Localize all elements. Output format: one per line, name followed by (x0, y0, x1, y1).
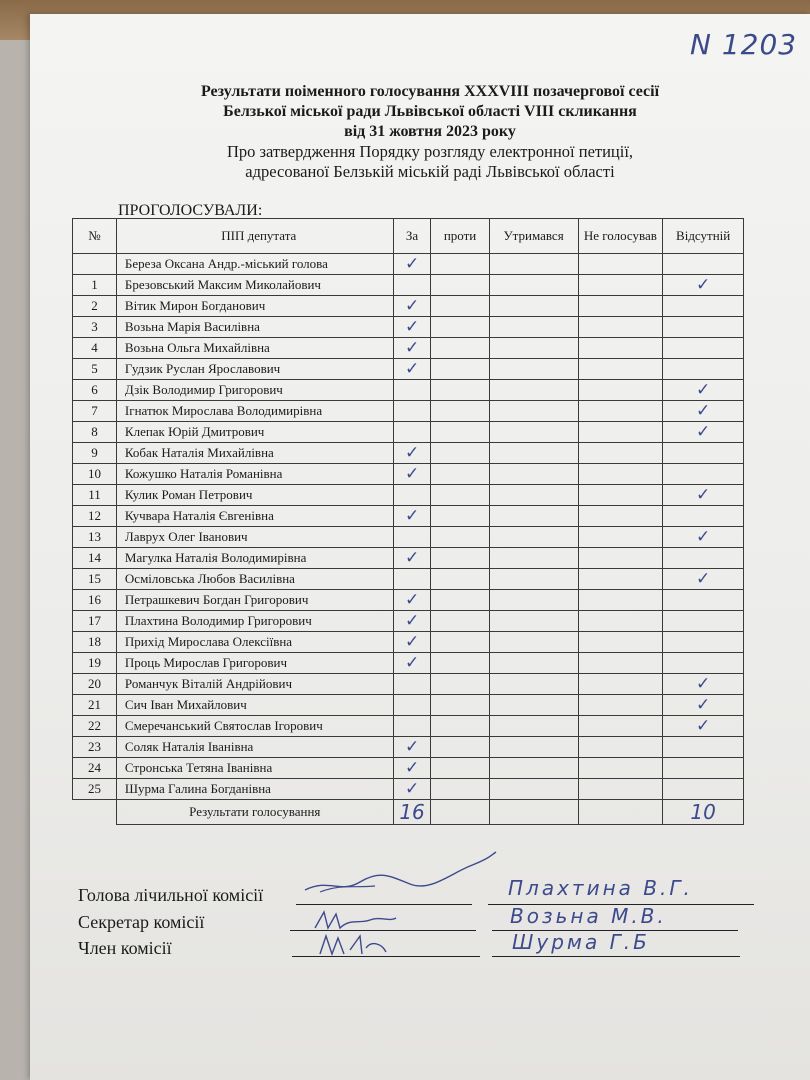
vote-empty-cell (431, 632, 489, 653)
vote-empty-cell (578, 590, 663, 611)
row-num: 11 (73, 485, 117, 506)
vote-empty-cell (663, 779, 744, 800)
table-row (73, 317, 744, 338)
vote-empty-cell (663, 254, 744, 275)
row-num: 2 (73, 296, 117, 317)
table-row (73, 632, 744, 653)
table-row (73, 296, 744, 317)
row-name: Клепак Юрій Дмитрович (116, 422, 393, 443)
vote-empty-cell (489, 569, 578, 590)
row-num: 23 (73, 737, 117, 758)
table-row (73, 737, 744, 758)
vote-empty-cell (578, 275, 663, 296)
vote-empty-cell (489, 338, 578, 359)
vote-empty-cell (393, 716, 431, 737)
row-name: Дзік Володимир Григорович (116, 380, 393, 401)
table-row (73, 590, 744, 611)
row-name: Плахтина Володимир Григорович (116, 611, 393, 632)
vote-empty-cell (393, 485, 431, 506)
vote-empty-cell (663, 632, 744, 653)
vote-empty-cell (489, 380, 578, 401)
row-name: Береза Оксана Андр.-міський голова (116, 254, 393, 275)
row-num: 22 (73, 716, 117, 737)
row-name: Возьна Марія Василівна (116, 317, 393, 338)
vote-check-mark: ✓ (663, 674, 744, 695)
vote-empty-cell (489, 674, 578, 695)
table-row (73, 695, 744, 716)
row-num: 4 (73, 338, 117, 359)
results-ne-holosuvav (578, 800, 663, 825)
vote-empty-cell (431, 569, 489, 590)
vote-empty-cell (578, 422, 663, 443)
vote-empty-cell (663, 338, 744, 359)
row-num: 3 (73, 317, 117, 338)
vote-empty-cell (431, 527, 489, 548)
table-row (73, 548, 744, 569)
row-num: 14 (73, 548, 117, 569)
vote-empty-cell (489, 611, 578, 632)
vote-check-mark: ✓ (393, 506, 431, 527)
vote-empty-cell (489, 779, 578, 800)
vote-empty-cell (489, 653, 578, 674)
row-num: 15 (73, 569, 117, 590)
vote-empty-cell (431, 275, 489, 296)
vote-empty-cell (489, 632, 578, 653)
vote-empty-cell (431, 611, 489, 632)
row-num: 25 (73, 779, 117, 800)
member-label: Член комісії (78, 938, 172, 958)
vote-empty-cell (489, 485, 578, 506)
vote-empty-cell (578, 296, 663, 317)
row-num: 17 (73, 611, 117, 632)
vote-empty-cell (578, 611, 663, 632)
vote-check-mark: ✓ (393, 464, 431, 485)
table-row (73, 758, 744, 779)
voted-label: ПРОГОЛОСУВАЛИ: (118, 202, 263, 219)
row-num: 7 (73, 401, 117, 422)
vote-empty-cell (578, 569, 663, 590)
row-name: Магулка Наталія Володимирівна (116, 548, 393, 569)
results-za: 16 (393, 800, 431, 825)
vote-empty-cell (663, 443, 744, 464)
vote-empty-cell (489, 317, 578, 338)
vote-empty-cell (578, 737, 663, 758)
vote-empty-cell (578, 464, 663, 485)
vote-empty-cell (663, 506, 744, 527)
vote-empty-cell (578, 632, 663, 653)
header-ne-holosuvav: Не голосував (578, 219, 663, 254)
row-num: 16 (73, 590, 117, 611)
heading-line-5: адресованої Белзькій міській раді Львівської області (245, 162, 615, 181)
vote-empty-cell (578, 527, 663, 548)
row-name: Смеречанський Святослав Ігорович (116, 716, 393, 737)
vote-empty-cell (489, 443, 578, 464)
table-header-row (73, 219, 744, 254)
row-name: Петрашкевич Богдан Григорович (116, 590, 393, 611)
vote-check-mark: ✓ (393, 359, 431, 380)
vote-empty-cell (663, 464, 744, 485)
document-heading (100, 82, 760, 182)
vote-empty-cell (663, 359, 744, 380)
table-row (73, 443, 744, 464)
vote-check-mark: ✓ (663, 695, 744, 716)
vote-empty-cell (393, 422, 431, 443)
table-row (73, 401, 744, 422)
heading-line-1: Результати поіменного голосування XXXVIII позачергової сесії (200, 83, 660, 100)
row-num: 6 (73, 380, 117, 401)
vote-empty-cell (431, 401, 489, 422)
vote-check-mark: ✓ (393, 443, 431, 464)
vote-empty-cell (578, 716, 663, 737)
vote-empty-cell (393, 674, 431, 695)
vote-empty-cell (663, 296, 744, 317)
vote-empty-cell (578, 443, 663, 464)
member-name-line (492, 956, 740, 957)
votes-table-body (73, 254, 744, 800)
table-row (73, 359, 744, 380)
heading-line-3: від 31 жовтня 2023 року (344, 123, 516, 140)
vote-empty-cell (489, 716, 578, 737)
header-num: № (73, 219, 117, 254)
vote-empty-cell (578, 758, 663, 779)
vote-empty-cell (578, 548, 663, 569)
vote-empty-cell (431, 317, 489, 338)
results-vidsutniy: 10 (663, 800, 744, 825)
votes-table (72, 218, 744, 825)
vote-empty-cell (431, 254, 489, 275)
row-name: Кучвара Наталія Євгенівна (116, 506, 393, 527)
vote-empty-cell (578, 317, 663, 338)
vote-empty-cell (431, 695, 489, 716)
vote-check-mark: ✓ (393, 338, 431, 359)
row-num: 9 (73, 443, 117, 464)
chair-label: Голова лічильної комісії (78, 885, 264, 905)
table-row (73, 527, 744, 548)
vote-empty-cell (663, 758, 744, 779)
row-num: 5 (73, 359, 117, 380)
member-name: Шурма Г.Б (512, 930, 650, 954)
table-row (73, 422, 744, 443)
secretary-name: Возьна М.В. (510, 904, 667, 928)
vote-empty-cell (431, 590, 489, 611)
row-name: Ігнатюк Мирослава Володимирівна (116, 401, 393, 422)
row-name: Кулик Роман Петрович (116, 485, 393, 506)
vote-check-mark: ✓ (393, 653, 431, 674)
vote-check-mark: ✓ (663, 527, 744, 548)
vote-empty-cell (489, 506, 578, 527)
secretary-label: Секретар комісії (78, 912, 205, 932)
vote-empty-cell (431, 758, 489, 779)
vote-empty-cell (578, 779, 663, 800)
document-number: N 1203 (690, 28, 798, 61)
vote-check-mark: ✓ (663, 485, 744, 506)
vote-check-mark: ✓ (393, 737, 431, 758)
vote-empty-cell (578, 695, 663, 716)
vote-empty-cell (578, 674, 663, 695)
row-name: Гудзик Руслан Ярославович (116, 359, 393, 380)
results-empty-cell (73, 800, 117, 825)
table-row (73, 653, 744, 674)
vote-check-mark: ✓ (393, 590, 431, 611)
vote-empty-cell (489, 758, 578, 779)
vote-check-mark: ✓ (663, 401, 744, 422)
vote-check-mark: ✓ (393, 296, 431, 317)
vote-check-mark: ✓ (393, 548, 431, 569)
vote-empty-cell (489, 401, 578, 422)
table-row (73, 338, 744, 359)
vote-empty-cell (663, 317, 744, 338)
table-row (73, 254, 744, 275)
vote-check-mark: ✓ (663, 275, 744, 296)
header-za: За (393, 219, 431, 254)
vote-check-mark: ✓ (393, 317, 431, 338)
vote-check-mark: ✓ (393, 758, 431, 779)
vote-empty-cell (578, 380, 663, 401)
vote-check-mark: ✓ (393, 632, 431, 653)
vote-empty-cell (431, 737, 489, 758)
header-proty: проти (431, 219, 489, 254)
vote-empty-cell (489, 548, 578, 569)
vote-empty-cell (578, 338, 663, 359)
vote-check-mark: ✓ (663, 716, 744, 737)
vote-empty-cell (489, 422, 578, 443)
vote-empty-cell (393, 695, 431, 716)
row-name: Шурма Галина Богданівна (116, 779, 393, 800)
vote-empty-cell (431, 548, 489, 569)
vote-empty-cell (431, 443, 489, 464)
row-name: Сич Іван Михайлович (116, 695, 393, 716)
row-num: 24 (73, 758, 117, 779)
vote-empty-cell (578, 401, 663, 422)
vote-empty-cell (431, 485, 489, 506)
vote-empty-cell (578, 506, 663, 527)
row-num: 8 (73, 422, 117, 443)
row-name: Осміловська Любов Василівна (116, 569, 393, 590)
vote-empty-cell (578, 485, 663, 506)
row-num: 13 (73, 527, 117, 548)
table-row (73, 779, 744, 800)
vote-check-mark: ✓ (393, 254, 431, 275)
chair-name: Плахтина В.Г. (508, 876, 693, 900)
vote-empty-cell (431, 338, 489, 359)
table-row (73, 716, 744, 737)
vote-empty-cell (431, 716, 489, 737)
table-row (73, 611, 744, 632)
row-name: Кожушко Наталія Романівна (116, 464, 393, 485)
row-num: 10 (73, 464, 117, 485)
table-row (73, 506, 744, 527)
results-row (73, 800, 744, 825)
vote-empty-cell (431, 359, 489, 380)
table-row (73, 674, 744, 695)
vote-empty-cell (663, 611, 744, 632)
table-row (73, 464, 744, 485)
heading-line-4: Про затвердження Порядку розгляду електронної петиції, (226, 142, 634, 161)
vote-check-mark: ✓ (663, 422, 744, 443)
row-num: 19 (73, 653, 117, 674)
vote-check-mark: ✓ (393, 779, 431, 800)
row-name: Романчук Віталій Андрійович (116, 674, 393, 695)
vote-empty-cell (393, 401, 431, 422)
vote-empty-cell (663, 653, 744, 674)
row-name: Вітик Мирон Богданович (116, 296, 393, 317)
vote-empty-cell (663, 590, 744, 611)
row-name: Лаврух Олег Іванович (116, 527, 393, 548)
vote-empty-cell (393, 380, 431, 401)
row-name: Возьна Ольга Михайлівна (116, 338, 393, 359)
table-row (73, 485, 744, 506)
vote-empty-cell (431, 422, 489, 443)
vote-empty-cell (578, 359, 663, 380)
heading-line-2: Белзької міської ради Львівської області VIII скликання (223, 103, 637, 120)
member-signature (316, 930, 396, 960)
vote-empty-cell (489, 359, 578, 380)
vote-empty-cell (431, 653, 489, 674)
header-utrymavsia: Утримався (489, 219, 578, 254)
vote-empty-cell (663, 737, 744, 758)
row-num (73, 254, 117, 275)
vote-empty-cell (431, 674, 489, 695)
vote-empty-cell (489, 275, 578, 296)
chair-signature-line (296, 904, 472, 905)
row-name: Кобак Наталія Михайлівна (116, 443, 393, 464)
row-name: Соляк Наталія Іванівна (116, 737, 393, 758)
vote-empty-cell (431, 464, 489, 485)
row-num: 21 (73, 695, 117, 716)
row-num: 18 (73, 632, 117, 653)
row-name: Стронська Тетяна Іванівна (116, 758, 393, 779)
vote-check-mark: ✓ (663, 380, 744, 401)
vote-check-mark: ✓ (663, 569, 744, 590)
row-num: 12 (73, 506, 117, 527)
vote-empty-cell (578, 254, 663, 275)
table-row (73, 569, 744, 590)
vote-empty-cell (489, 296, 578, 317)
vote-empty-cell (431, 380, 489, 401)
header-name: ПІП депутата (116, 219, 393, 254)
vote-check-mark: ✓ (393, 611, 431, 632)
row-num: 20 (73, 674, 117, 695)
table-row (73, 275, 744, 296)
vote-empty-cell (489, 254, 578, 275)
vote-empty-cell (489, 590, 578, 611)
vote-empty-cell (578, 653, 663, 674)
chair-signature (300, 848, 500, 904)
vote-empty-cell (431, 779, 489, 800)
row-name: Проць Мирослав Григорович (116, 653, 393, 674)
vote-empty-cell (393, 569, 431, 590)
vote-empty-cell (393, 275, 431, 296)
vote-empty-cell (431, 506, 489, 527)
row-name: Брезовський Максим Миколайович (116, 275, 393, 296)
vote-empty-cell (663, 548, 744, 569)
header-vidsutniy: Відсутній (663, 219, 744, 254)
results-proty (431, 800, 489, 825)
vote-empty-cell (489, 737, 578, 758)
vote-empty-cell (393, 527, 431, 548)
vote-empty-cell (489, 527, 578, 548)
vote-empty-cell (489, 695, 578, 716)
results-utrymavsia (489, 800, 578, 825)
row-name: Прихід Мирослава Олексіївна (116, 632, 393, 653)
results-label: Результати голосування (116, 800, 393, 825)
vote-empty-cell (489, 464, 578, 485)
vote-empty-cell (431, 296, 489, 317)
row-num: 1 (73, 275, 117, 296)
table-row (73, 380, 744, 401)
